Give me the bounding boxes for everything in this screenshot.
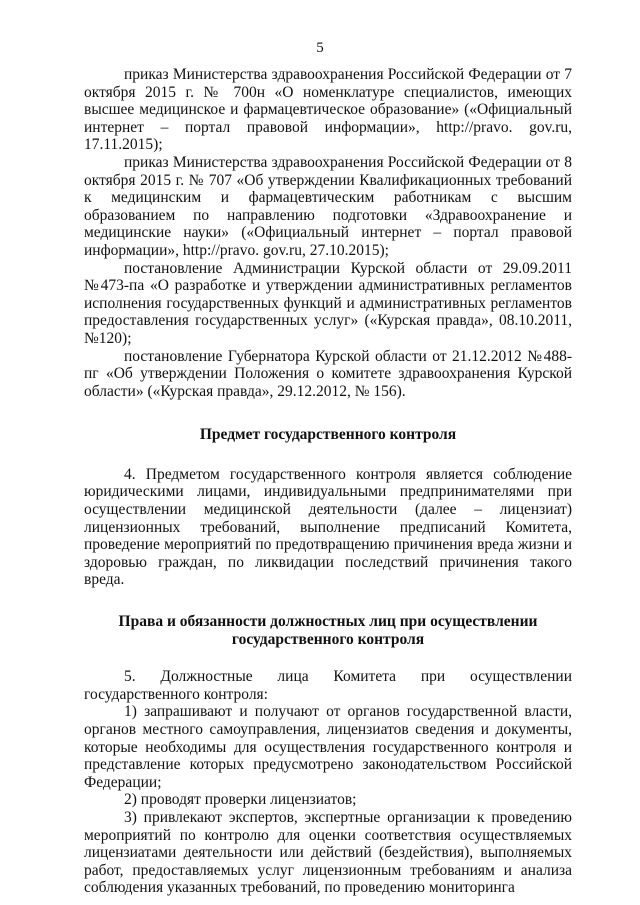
paragraph-item-5: 5. Должностные лица Комитета при осуществлении государственного контроля:: [84, 668, 572, 703]
paragraph-item-4: 4. Предметом государственного контроля является соблюдение юридическими лицами, индивидуальными предпринимателями при осуществлении медицинской деятельности (далее – лицензиат) лицензионных требований, выполнение предписаний Комитета, проведение мероприятий по предотвращению причинения вреда жизни и здоровью граждан, по ликвидации последствий причинения такого вреда.: [84, 465, 572, 589]
paragraph-subitem-1: 1) запрашивают и получают от органов государственной власти, органов местного самоуправления, лицензиатов сведения и документы, которые необходимы для осуществления государственного контроля и представление которых предусмотрено законодательством Российской Федерации;: [84, 703, 572, 791]
paragraph-subitem-3: 3) привлекают экспертов, экспертные организации к проведению мероприятий по контролю для оценки соответствия осуществляемых лицензиатами деятельности или действий (бездействия), выполняемых работ, предоставляемых услуг лицензионным требованиям и анализа соблюдения указанных требований, по проведению мониторинга: [84, 808, 572, 897]
section-heading-subject: Предмет государственного контроля: [199, 426, 457, 444]
paragraph-order-707: приказ Министерства здравоохранения Российской Федерации от 8 октября 2015 г. № 707 «Об утверждении Квалификационных требований к медицинским и фармацевтическим работникам с высшим образованием по направлению подготовки «Здравоохранение и медицинские науки» («Официальный интернет – портал правовой информации», http://pravo. gov.ru, 27.10.2015);: [84, 153, 572, 259]
section-heading-rights: Права и обязанности должностных лиц при осуществлении государственного контроля: [118, 613, 538, 648]
paragraph-resolution-473: постановление Администрации Курской области от 29.09.2011 №473-па «О разработке и утверждении административных регламентов исполнения государственных функций и административных регламентов предоставления государственных услуг» («Курская правда», 08.10.2011, №120);: [84, 259, 572, 347]
page-number: 5: [316, 40, 324, 56]
paragraph-resolution-488: постановление Губернатора Курской области от 21.12.2012 №488-пг «Об утверждении Положения о комитете здравоохранения Курской области» («Курская правда», 29.12.2012, № 156).: [84, 347, 572, 400]
document-body: [84, 66, 572, 897]
paragraph-subitem-2: 2) проводят проверки лицензиатов;: [124, 791, 357, 809]
paragraph-order-700n: приказ Министерства здравоохранения Российской Федерации от 7 октября 2015 г. № 700н «О номенклатуре специалистов, имеющих высшее медицинское и фармацевтическое образование» («Официальный интернет – портал правовой информации», http://pravo. gov.ru, 17.11.2015);: [84, 66, 572, 154]
